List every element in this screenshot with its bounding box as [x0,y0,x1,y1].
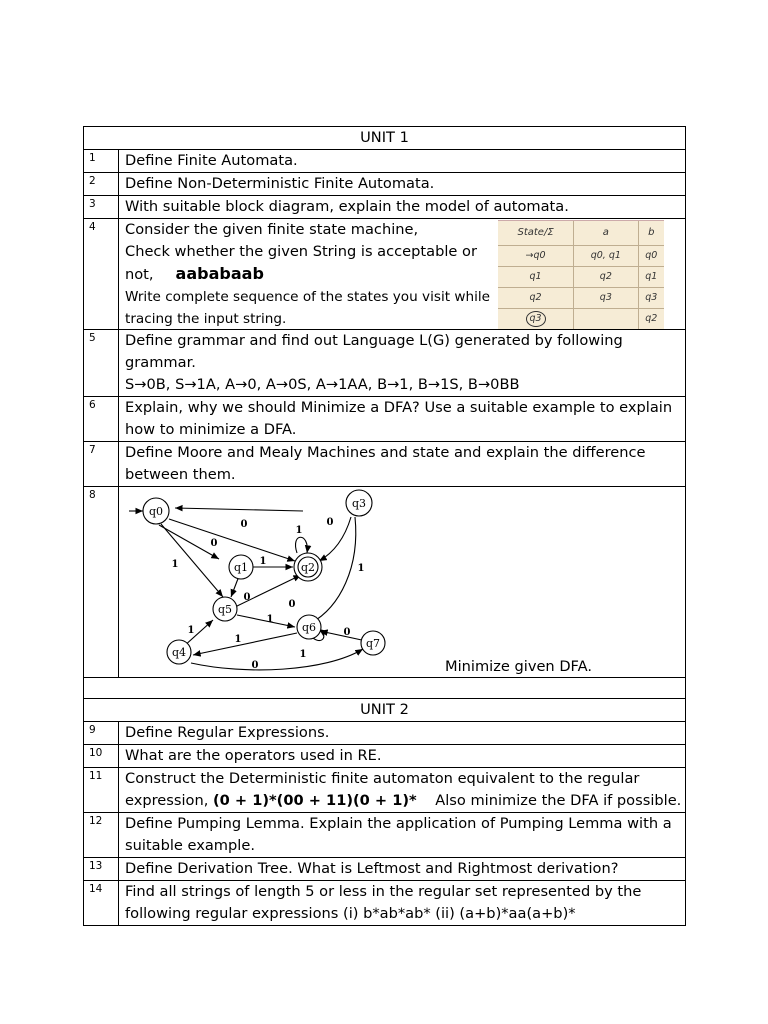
question-row [84,330,686,397]
transition-header: b [638,221,664,246]
question-4-cell [119,219,686,330]
state-q7: q7 [365,637,381,650]
regular-expression: (0 + 1)*(00 + 11)(0 + 1)* [213,792,417,809]
question-8-cell [119,487,686,678]
question-text-block [119,768,686,813]
unit2-heading: UNIT 2 [84,699,686,722]
question-text-line: Find all strings of length 5 or less in the regular set represented by the [125,883,642,900]
question-row [84,813,686,858]
dfa-diagram [125,487,395,677]
question-row [84,487,686,678]
question-text-line: Check whether the given String is acceptable or [125,243,477,260]
transition-cell: q2 [498,288,574,309]
question-text-block [119,330,686,397]
question-table [83,126,686,926]
question-number: 1 [84,150,119,173]
edge-label: 0 [240,519,248,530]
edge-label: 0 [210,538,218,549]
question-number: 2 [84,173,119,196]
question-text-line: Also minimize the DFA if possible. [435,792,682,809]
diagram-caption: Minimize given DFA. [445,658,592,675]
question-text-line: Consider the given finite state machine, [125,221,419,238]
question-text: What are the operators used in RE. [119,745,686,768]
question-number: 14 [84,881,119,926]
transition-cell [574,309,638,330]
question-text-line: Define Moore and Mealy Machines and state and explain the difference [125,444,646,461]
question-text-line: expression, [125,792,209,809]
question-number: 10 [84,745,119,768]
question-number: 11 [84,768,119,813]
question-text: Define Derivation Tree. What is Leftmost and Rightmost derivation? [119,858,686,881]
question-row [84,442,686,487]
state-q1: q1 [233,561,249,574]
edge-label: 1 [299,649,307,660]
transition-cell: q2 [638,309,664,330]
question-row [84,881,686,926]
question-number: 4 [84,219,119,330]
question-row [84,196,686,219]
question-number: 5 [84,330,119,397]
edge-label: 1 [234,634,242,645]
question-text-line: not, [125,266,154,283]
question-text-block [119,813,686,858]
state-q6: q6 [301,621,317,634]
question-number: 6 [84,397,119,442]
question-text-line: Define Pumping Lemma. Explain the application of Pumping Lemma with a [125,815,672,832]
question-row [84,173,686,196]
question-row [84,397,686,442]
question-text-line: tracing the input string. [125,311,287,327]
question-row [84,745,686,768]
state-q5: q5 [217,603,233,616]
transition-table [498,220,664,329]
question-number: 3 [84,196,119,219]
question-text: Define Non-Deterministic Finite Automata. [119,173,686,196]
question-text-line: Write complete sequence of the states you visit while [125,289,491,305]
question-row [84,768,686,813]
question-number: 8 [84,487,119,678]
transition-cell: q3 [638,288,664,309]
edge-label: 1 [295,525,303,536]
question-row [84,722,686,745]
transition-header: a [574,221,638,246]
transition-cell [498,309,574,330]
edge-label: 1 [357,563,365,574]
edge-label: 0 [326,517,334,528]
question-text-block [119,442,686,487]
question-text: Define Finite Automata. [119,150,686,173]
transition-header: State/Σ [498,221,574,246]
unit1-heading: UNIT 1 [84,127,686,150]
transition-cell: q1 [638,267,664,288]
state-q3: q3 [351,497,367,510]
transition-cell: q2 [574,267,638,288]
edge-label: 0 [343,627,351,638]
edge-label: 1 [187,625,195,636]
grammar-rules: S→0B, S→1A, A→0, A→0S, A→1AA, B→1, B→1S, B→0BB [125,376,520,393]
question-text-block [119,397,686,442]
state-q4: q4 [171,646,187,659]
input-string: aababaab [175,264,264,283]
question-number: 13 [84,858,119,881]
question-text-line: how to minimize a DFA. [125,421,297,438]
question-row [84,150,686,173]
transition-cell: q1 [498,267,574,288]
transition-cell: q0, q1 [574,246,638,267]
state-q2: q2 [300,561,316,574]
edge-label: 0 [288,599,296,610]
state-q0: q0 [148,505,164,518]
question-row [84,858,686,881]
question-text: With suitable block diagram, explain the model of automata. [119,196,686,219]
question-number: 12 [84,813,119,858]
transition-cell: →q0 [498,246,574,267]
question-row [84,219,686,330]
question-text: Define Regular Expressions. [119,722,686,745]
question-text-block [119,881,686,926]
question-text-line: Construct the Deterministic finite automaton equivalent to the regular [125,770,640,787]
edge-label: 0 [243,592,251,603]
question-text-line: between them. [125,466,236,483]
edge-label: 1 [266,614,274,625]
question-number: 9 [84,722,119,745]
question-text-line: suitable example. [125,837,255,854]
edge-label: 0 [251,660,259,671]
transition-cell: q0 [638,246,664,267]
transition-cell: q3 [574,288,638,309]
question-text-line: Define grammar and find out Language L(G) generated by following [125,332,623,349]
question-text-line: grammar. [125,354,196,371]
edge-label: 1 [259,556,267,567]
question-number: 7 [84,442,119,487]
question-text-line: Explain, why we should Minimize a DFA? Use a suitable example to explain [125,399,673,416]
edge-label: 1 [171,559,179,570]
spacer-row [84,678,686,699]
question-text-line: following regular expressions (i) b*ab*ab* (ii) (a+b)*aa(a+b)* [125,905,576,922]
final-state-marker: q3 [526,311,546,327]
